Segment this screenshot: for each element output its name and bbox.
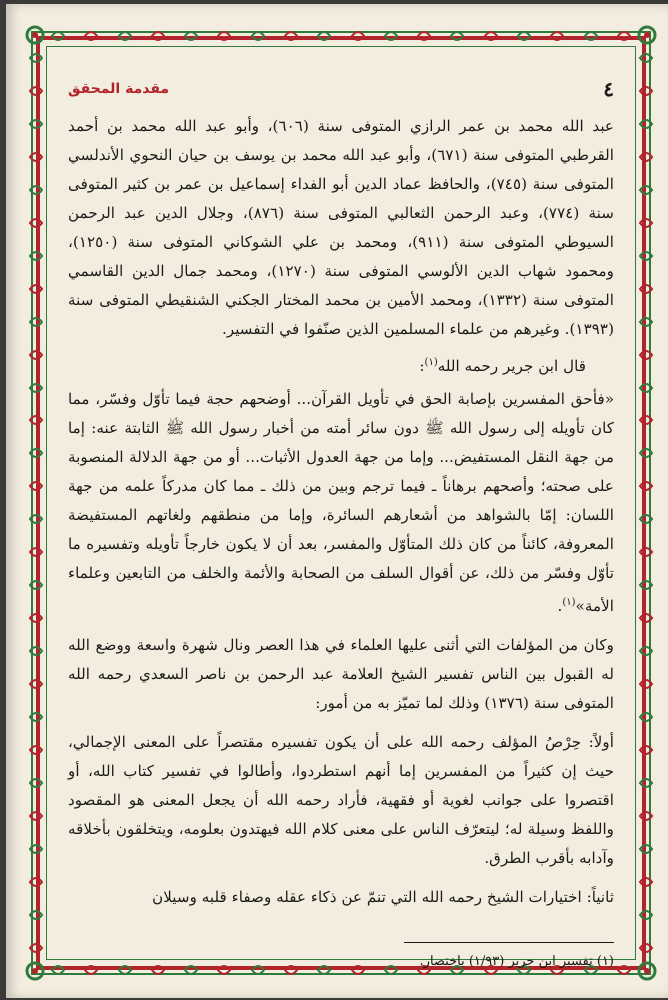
knot-ornament-icon <box>638 215 654 231</box>
knot-ornament-icon <box>638 775 654 791</box>
quote-intro-text: قال ابن جرير رحمه الله <box>437 357 586 376</box>
knot-ornament-icon <box>50 962 66 978</box>
section-title: مقدمة المحقق <box>68 81 170 97</box>
knot-ornament-icon <box>28 841 44 857</box>
knot-ornament-icon <box>250 28 266 44</box>
knot-ornament-icon <box>28 445 44 461</box>
knot-ornament-icon <box>638 709 654 725</box>
knot-ornament-icon <box>638 182 654 198</box>
knot-ornament-icon <box>316 28 332 44</box>
footnote-marker: (١) <box>424 357 438 368</box>
knot-ornament-icon <box>638 808 654 824</box>
quote-end: . <box>557 597 563 616</box>
knot-ornament-icon <box>117 28 133 44</box>
footnote-marker: (١) <box>562 597 576 609</box>
knot-ornament-icon <box>638 380 654 396</box>
knot-ornament-icon <box>638 50 654 66</box>
knot-ornament-icon <box>28 676 44 692</box>
knot-ornament-icon <box>638 149 654 165</box>
knot-ornament-icon <box>516 28 532 44</box>
knot-ornament-icon <box>183 28 199 44</box>
knot-ornament-icon <box>350 28 366 44</box>
knot-ornament-icon <box>28 742 44 758</box>
knot-ornament-icon <box>28 775 44 791</box>
knot-ornament-icon <box>638 676 654 692</box>
paragraph-scholars: عبد الله محمد بن عمر الرازي المتوفى سنة (٦٠٦)، وأبو عبد الله محمد بن أحمد القرطبي المتوفى سنة (٦٧١)، وأبو عبد الله محمد بن يوسف بن حيان النحوي الأندلسي المتوفى سنة (٧٤٥)، والحافظ عماد الدين أبو الفداء إسماعيل بن عمر بن كثير المتوفى سنة (٧٧٤)، وعبد الرحمن الثعالبي المتوفى سنة (٨٧٦)، وجلال الدين عبد الرحمن السيوطي المتوفى سنة (٩١١)، ومحمد بن علي الشوكاني المتوفى سنة (١٢٥٠)، ومحمود شهاب الدين الألوسي المتوفى سنة (١٢٧٠)، ومحمد جمال الدين القاسمي المتوفى سنة (١٣٣٢)، ومحمد الأمين بن محمد المختار الجكني الشنقيطي المتوفى سنة (١٣٩٣). وغيرهم من علماء المسلمين الذين صنّفوا في التفسير. <box>68 117 614 338</box>
knot-ornament-icon <box>28 907 44 923</box>
knot-ornament-icon <box>383 28 399 44</box>
paragraph-sadi-tafsir: وكان من المؤلفات التي أثنى عليها العلماء في هذا العصر ونال شهرة واسعة ووضع الله له القبول بين الناس تفسير الشيخ العلامة عبد الرحمن بن ناصر السعدي رحمه الله المتوفى سنة (١٣٧٦) وذلك لما تميّز به من أمور: <box>68 636 614 713</box>
frame-knots-right <box>638 40 654 966</box>
knot-ornament-icon <box>150 28 166 44</box>
knot-ornament-icon <box>638 281 654 297</box>
quote-intro <box>68 348 614 381</box>
knot-ornament-icon <box>28 544 44 560</box>
paragraph-second-point: ثانياً: اختيارات الشيخ رحمه الله التي تنمّ عن ذكاء عقله وصفاء قلبه وسيلان <box>152 888 614 907</box>
quote-text: «فأحق المفسرين بإصابة الحق في تأويل القرآن... أوضحهم حجة فيما تأوّل وفسّر، مما كان تأويله إلى رسول الله ﷺ دون سائر أمته من أخبار رسول الله ﷺ الثابتة عنه: إما من جهة النقل المستفيض... وإما من جهة العدول الأثبات... أو من جهة الدلالة المنصوبة على صحته؛ وأصحهم برهاناً ـ فيما ترجم وبين من ذلك ـ مما كان مدركاً علمه من جهة اللسان: إمّا بالشواهد من أشعارهم السائرة، وإما من منطقهم ولغاتهم المستفيضة المعروفة، كائناً من كان ذلك المتأوّل والمفسر، بعد أن لا يكون خارجاً تأويله وتفسيره ما تأوّل وفسّر من ذلك، عن أقوال السلف من الصحابة والأئمة والخلف من التابعين وعلماء الأمة» <box>68 390 614 616</box>
knot-ornament-icon <box>216 28 232 44</box>
knot-ornament-icon <box>638 412 654 428</box>
knot-ornament-icon <box>28 50 44 66</box>
knot-ornament-icon <box>583 28 599 44</box>
knot-ornament-icon <box>28 314 44 330</box>
knot-ornament-icon <box>483 28 499 44</box>
knot-ornament-icon <box>638 742 654 758</box>
knot-ornament-icon <box>638 874 654 890</box>
knot-ornament-icon <box>28 281 44 297</box>
knot-ornament-icon <box>28 940 44 956</box>
knot-ornament-icon <box>638 116 654 132</box>
knot-ornament-icon <box>638 577 654 593</box>
knot-ornament-icon <box>638 347 654 363</box>
knot-ornament-icon <box>28 808 44 824</box>
knot-ornament-icon <box>638 478 654 494</box>
knot-ornament-icon <box>449 28 465 44</box>
knot-ornament-icon <box>50 28 66 44</box>
knot-ornament-icon <box>416 28 432 44</box>
footnote: (١) تفسير ابن جرير (١/٩٣) باختصار. <box>419 954 614 970</box>
knot-ornament-icon <box>28 643 44 659</box>
knot-ornament-icon <box>638 907 654 923</box>
quote-block <box>68 385 614 621</box>
page-header <box>68 74 614 104</box>
knot-ornament-icon <box>638 83 654 99</box>
quote-intro-colon: : <box>419 357 425 376</box>
knot-ornament-icon <box>638 940 654 956</box>
knot-ornament-icon <box>28 116 44 132</box>
knot-ornament-icon <box>28 149 44 165</box>
knot-ornament-icon <box>28 874 44 890</box>
footnote-divider <box>404 942 614 943</box>
frame-knots-top <box>40 28 642 44</box>
knot-ornament-icon <box>638 511 654 527</box>
knot-ornament-icon <box>638 841 654 857</box>
knot-ornament-icon <box>28 709 44 725</box>
knot-ornament-icon <box>28 610 44 626</box>
knot-ornament-icon <box>28 347 44 363</box>
knot-ornament-icon <box>83 28 99 44</box>
knot-ornament-icon <box>28 478 44 494</box>
knot-ornament-icon <box>638 314 654 330</box>
knot-ornament-icon <box>28 83 44 99</box>
knot-ornament-icon <box>616 962 632 978</box>
knot-ornament-icon <box>28 182 44 198</box>
knot-ornament-icon <box>28 215 44 231</box>
paragraph-first-point: أولاً: حِرْصُ المؤلف رحمه الله على أن يكون تفسيره مقتصراً على المعنى الإجمالي، حيث إن كثيراً من المفسرين إما أنهم استطردوا، وأطالوا في تفسير كتاب الله، أو اقتصروا على جوانب لغوية أو فقهية، فأراد رحمه الله أن يجعل المعنى هو المقصود واللفظ وسيلة له؛ ليتعرّف الناس على معنى كلام الله فيهتدون بعلومه، ويتخلقون بأخلاقه وآدابه بأقرب الطرق. <box>68 733 614 868</box>
knot-ornament-icon <box>616 28 632 44</box>
knot-ornament-icon <box>638 248 654 264</box>
page-content <box>68 74 614 973</box>
frame-knots-left <box>28 40 44 966</box>
knot-ornament-icon <box>638 610 654 626</box>
page-number: ٤ <box>603 77 614 101</box>
knot-ornament-icon <box>28 577 44 593</box>
knot-ornament-icon <box>638 544 654 560</box>
knot-ornament-icon <box>28 511 44 527</box>
knot-ornament-icon <box>638 643 654 659</box>
knot-ornament-icon <box>638 445 654 461</box>
knot-ornament-icon <box>283 28 299 44</box>
knot-ornament-icon <box>28 248 44 264</box>
book-page <box>6 4 668 998</box>
knot-ornament-icon <box>28 412 44 428</box>
knot-ornament-icon <box>28 380 44 396</box>
knot-ornament-icon <box>549 28 565 44</box>
